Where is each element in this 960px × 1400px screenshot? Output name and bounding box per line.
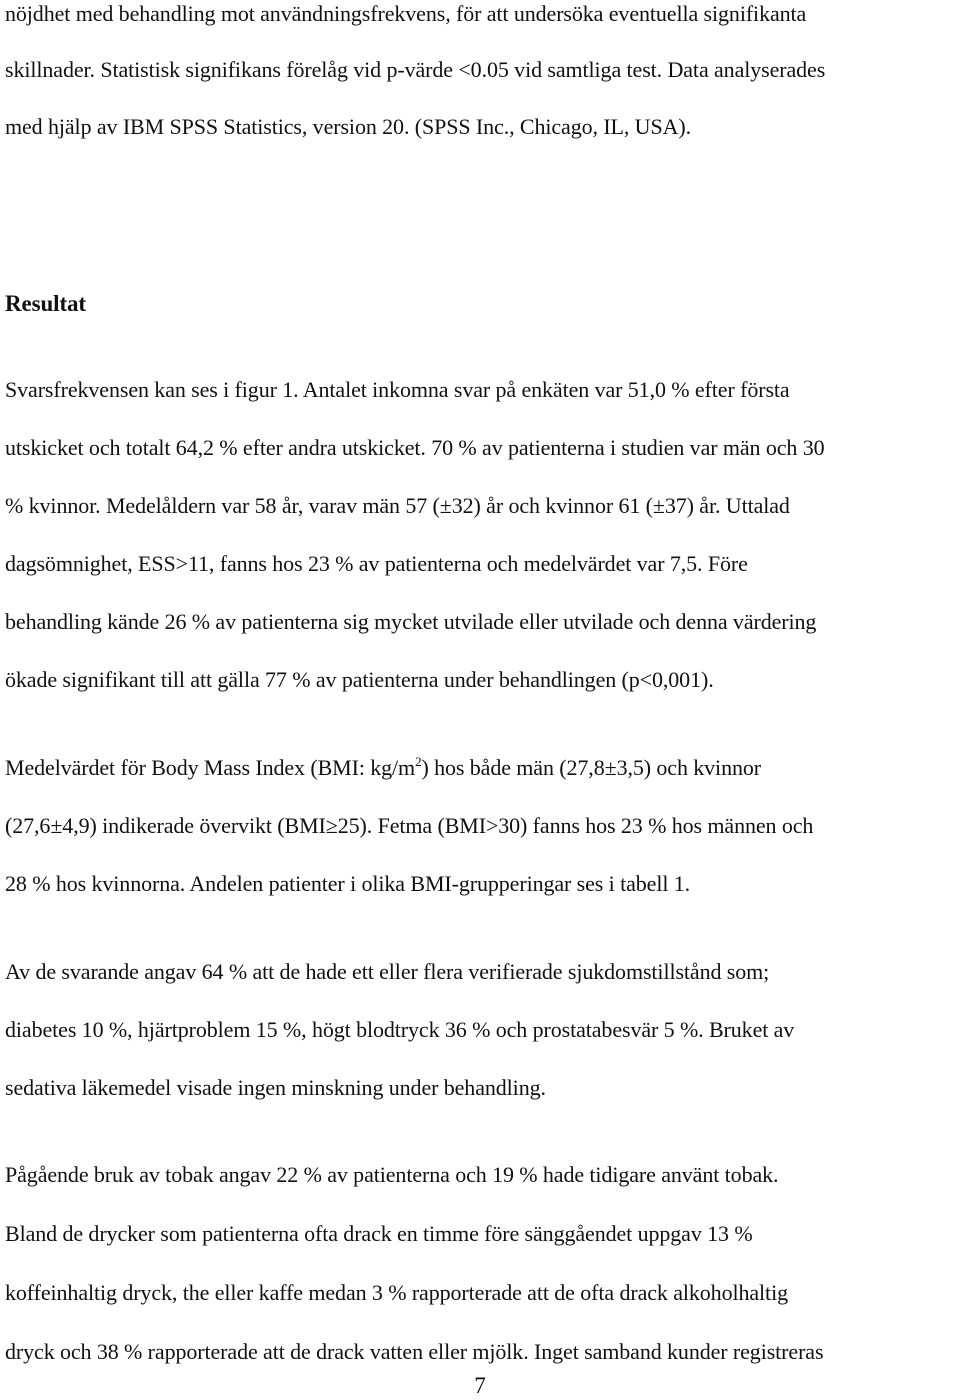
paragraph2-line-3: 28 % hos kvinnorna. Andelen patienter i olika BMI-grupperingar ses i tabell 1. (5, 871, 691, 896)
paragraph4-line-1: Pågående bruk av tobak angav 22 % av patienterna och 19 % hade tidigare använt tobak. (5, 1162, 779, 1187)
superscript-2: 2 (415, 754, 422, 769)
intro-line-1: nöjdhet med behandling mot användningsfrekvens, för att undersöka eventuella signifikanta (5, 1, 807, 26)
paragraph2-line-2: (27,6±4,9) indikerade övervikt (BMI≥25). Fetma (BMI>30) fanns hos 23 % hos männen och (5, 813, 814, 838)
paragraph1-line-5: behandling kände 26 % av patienterna sig mycket utvilade eller utvilade och denna värdering (5, 609, 817, 634)
paragraph3-line-1: Av de svarande angav 64 % att de hade ett eller flera verifierade sjukdomstillstånd som; (5, 959, 770, 984)
paragraph1-line-4: dagsömnighet, ESS>11, fanns hos 23 % av patienterna och medelvärdet var 7,5. Före (5, 551, 748, 576)
page-number: 7 (474, 1373, 486, 1398)
paragraph4-line-2: Bland de drycker som patienterna ofta drack en timme före sänggåendet uppgav 13 % (5, 1221, 753, 1246)
paragraph1-line-2: utskicket och totalt 64,2 % efter andra utskicket. 70 % av patienterna i studien var män och 30 (5, 435, 825, 460)
paragraph2-line-1-text: Medelvärdet för Body Mass Index (BMI: kg/m (5, 755, 416, 780)
intro-line-3: med hjälp av IBM SPSS Statistics, version 20. (SPSS Inc., Chicago, IL, USA). (5, 114, 692, 139)
paragraph4-line-4: dryck och 38 % rapporterade att de drack vatten eller mjölk. Inget samband kunder registreras (5, 1339, 824, 1364)
paragraph2-line-1-rest: ) hos både män (27,8±3,5) och kvinnor (421, 755, 761, 780)
paragraph3-line-2: diabetes 10 %, hjärtproblem 15 %, högt blodtryck 36 % och prostatabesvär 5 %. Bruket av (5, 1017, 795, 1042)
paragraph1-line-1: Svarsfrekvensen kan ses i figur 1. Antalet inkomna svar på enkäten var 51,0 % efter första (5, 377, 790, 402)
paragraph2-line-1 (5, 754, 761, 782)
paragraph1-line-3: % kvinnor. Medelåldern var 58 år, varav män 57 (±32) år och kvinnor 61 (±37) år. Uttalad (5, 493, 790, 518)
intro-line-2: skillnader. Statistisk signifikans förelåg vid p-värde <0.05 vid samtliga test. Data analyserades (5, 57, 826, 82)
paragraph1-line-6: ökade signifikant till att gälla 77 % av patienterna under behandlingen (p<0,001). (5, 667, 714, 692)
paragraph3-line-3: sedativa läkemedel visade ingen minskning under behandling. (5, 1075, 546, 1100)
paragraph4-line-3: koffeinhaltig dryck, the eller kaffe medan 3 % rapporterade att de ofta drack alkoholhaltig (5, 1280, 788, 1305)
section-heading-resultat: Resultat (5, 291, 86, 316)
